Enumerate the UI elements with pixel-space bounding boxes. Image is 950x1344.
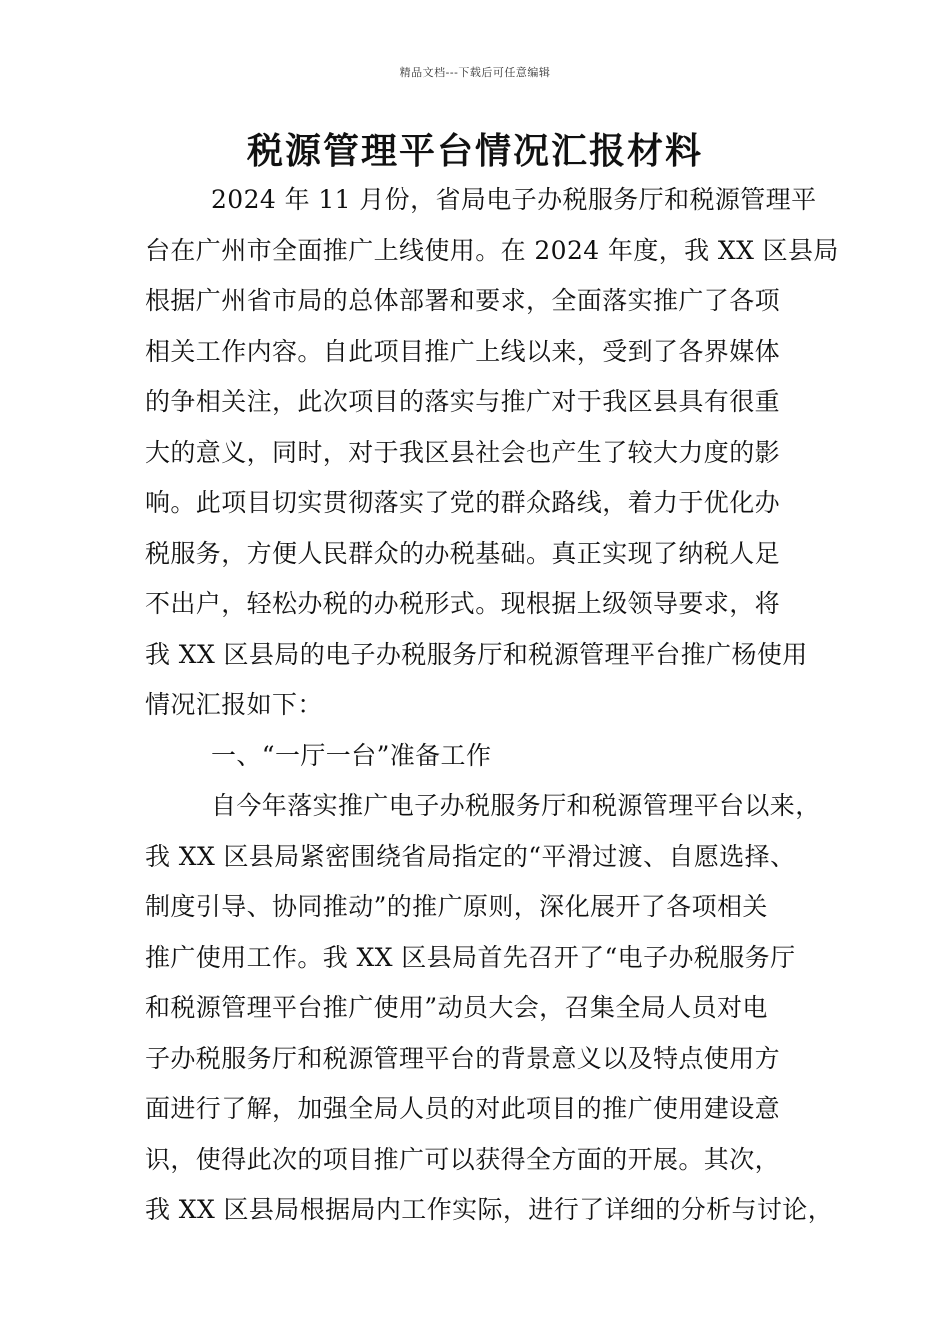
document-body [145,175,839,1236]
paragraph-line: 2024 年 11 月份，省局电子办税服务厅和税源管理平 [211,185,817,214]
paragraph-line: 情况汇报如下： [145,690,323,719]
paragraph-line: 和税源管理平台推广使用”动员大会，召集全局人员对电 [145,993,768,1022]
header-note: 精品文档---下载后可任意编辑 [399,66,551,79]
paragraph-line: 面进行了解，加强全局人员的对此项目的推广使用建设意 [145,1094,781,1123]
paragraph-line: 大的意义，同时，对于我区县社会也产生了较大力度的影 [145,437,781,467]
paragraph-line: 自今年落实推广电子办税服务厅和税源管理平台以来， [211,791,821,820]
paragraph-line: 台在广州市全面推广上线使用。在 2024 年度，我 XX 区县局 [145,235,839,265]
paragraph-line: 我 XX 区县局的电子办税服务厅和税源管理平台推广杨使用 [145,639,808,669]
paragraph-line: 子办税服务厅和税源管理平台的背景意义以及特点使用方 [145,1043,781,1073]
document-title: 税源管理平台情况汇报材料 [246,130,703,172]
paragraph-line: 制度引导、协同推动”的推广原则，深化展开了各项相关 [145,892,768,921]
paragraph-line: 不出户，轻松办税的办税形式。现根据上级领导要求，将 [145,589,781,618]
paragraph-line: 相关工作内容。自此项目推广上线以来，受到了各界媒体 [145,336,781,366]
paragraph-line: 响。此项目切实贯彻落实了党的群众路线，着力于优化办 [145,488,781,517]
paragraph-line: 税服务，方便人民群众的办税基础。真正实现了纳税人足 [145,538,781,568]
paragraph-line: 我 XX 区县局紧密围绕省局指定的“平滑过渡、自愿选择、 [145,841,796,871]
section-heading: 一、“一厅一台”准备工作 [211,740,492,770]
paragraph-line: 的争相关注，此次项目的落实与推广对于我区县具有很重 [145,387,781,416]
paragraph-line: 根据广州省市局的总体部署和要求，全面落实推广了各项 [145,286,781,315]
paragraph-line: 推广使用工作。我 XX 区县局首先召开了“电子办税服务厅 [145,942,796,972]
paragraph-line: 我 XX 区县局根据局内工作实际，进行了详细的分析与讨论， [145,1195,834,1224]
paragraph-line: 识，使得此次的项目推广可以获得全方面的开展。其次， [145,1144,781,1174]
